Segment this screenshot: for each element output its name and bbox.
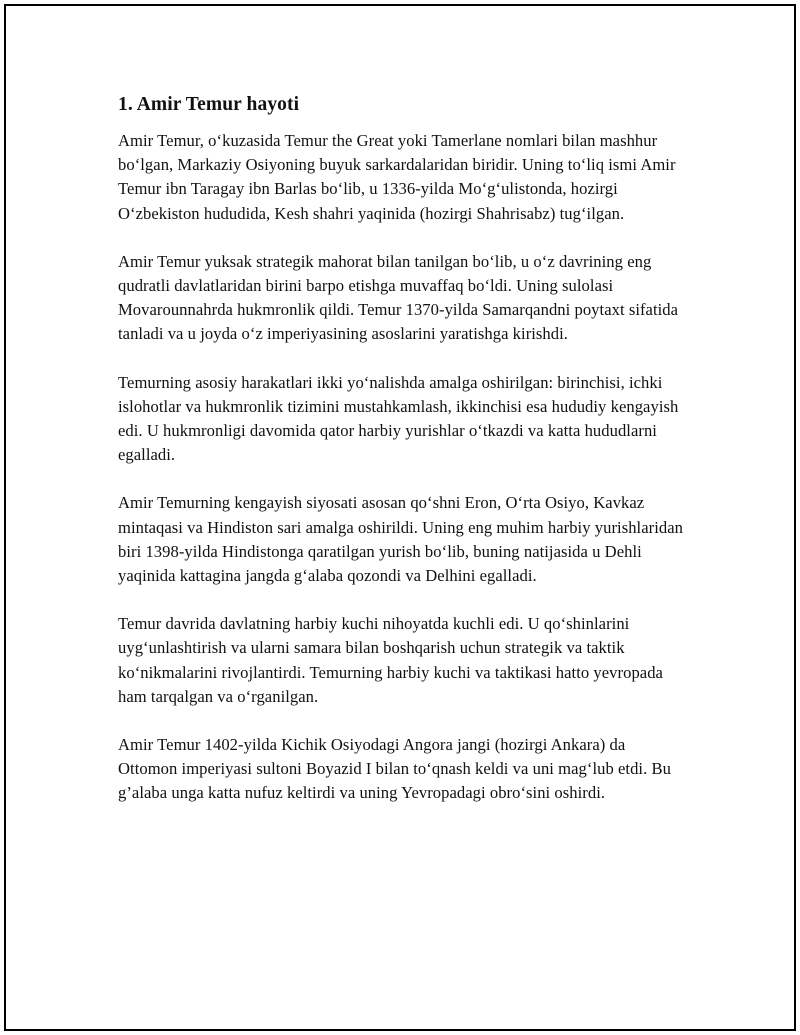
document-body [118, 92, 686, 830]
paragraph-directions: Temurning asosiy harakatlari ikki yo‘nalishda amalga oshirilgan: birinchisi, ichki islohotlar va hukmronlik tizimini mustahkamlash, ikkinchisi esa hududiy kengayish edi. U hukmronligi davomida qator harbiy yurishlar o‘tkazdi va katta hududlarni egalladi. [118, 372, 679, 465]
section-heading: 1. Amir Temur hayoti [118, 94, 300, 115]
paragraph-birth: Amir Temur, o‘kuzasida Temur the Great yoki Tamerlane nomlari bilan mashhur bo‘lgan, Markaziy Osiyoning buyuk sarkardalaridan biridir. Uning to‘liq ismi Amir Temur ibn Taragay ibn Barlas bo‘lib, u 1336-yilda Mo‘g‘ulistonda, hozirgi O‘zbekiston hududida, Kesh shahri yaqinida (hozirgi Shahrisabz) tug‘ilgan. [118, 131, 676, 223]
paragraph-expansion: Amir Temurning kengayish siyosati asosan qo‘shni Eron, O‘rta Osiyo, Kavkaz mintaqasi va Hindiston sari amalga oshirildi. Uning eng muhim harbiy yurishlaridan biri 1398-yilda Hindistonga qaratilgan yurish bo‘lib, buning natijasida u Dehli yaqinida kattagina jangda g‘alaba qozondi va Delhini egalladi. [118, 493, 683, 586]
paragraph-angora: Amir Temur 1402-yilda Kichik Osiyodagi Angora jangi (hozirgi Ankara) da Ottomon imperiyasi sultoni Boyazid I bilan to‘qnash keldi va uni mag‘lub etdi. Bu g’alaba unga katta nufuz keltirdi va uning Yevropadagi obro‘sini oshirdi. [118, 735, 671, 803]
paragraph-military: Temur davrida davlatning harbiy kuchi nihoyatda kuchli edi. U qo‘shinlarini uyg‘unlashtirish va ularni samara bilan boshqarish uchun strategik va taktik ko‘nikmalarini rivojlantirdi. Temurning harbiy kuchi va taktikasi hatto yevropada ham tarqalgan va o‘rganilgan. [118, 614, 663, 706]
paragraph-strategy: Amir Temur yuksak strategik mahorat bilan tanilgan bo‘lib, u o‘z davrining eng qudratli davlatlaridan birini barpo etishga muvaffaq bo‘ldi. Uning sulolasi Movarounnahrda hukmronlik qildi. Temur 1370-yilda Samarqandni poytaxt sifatida tanladi va u joyda o‘z imperiyasining asoslarini yaratishga kirishdi. [118, 251, 679, 344]
